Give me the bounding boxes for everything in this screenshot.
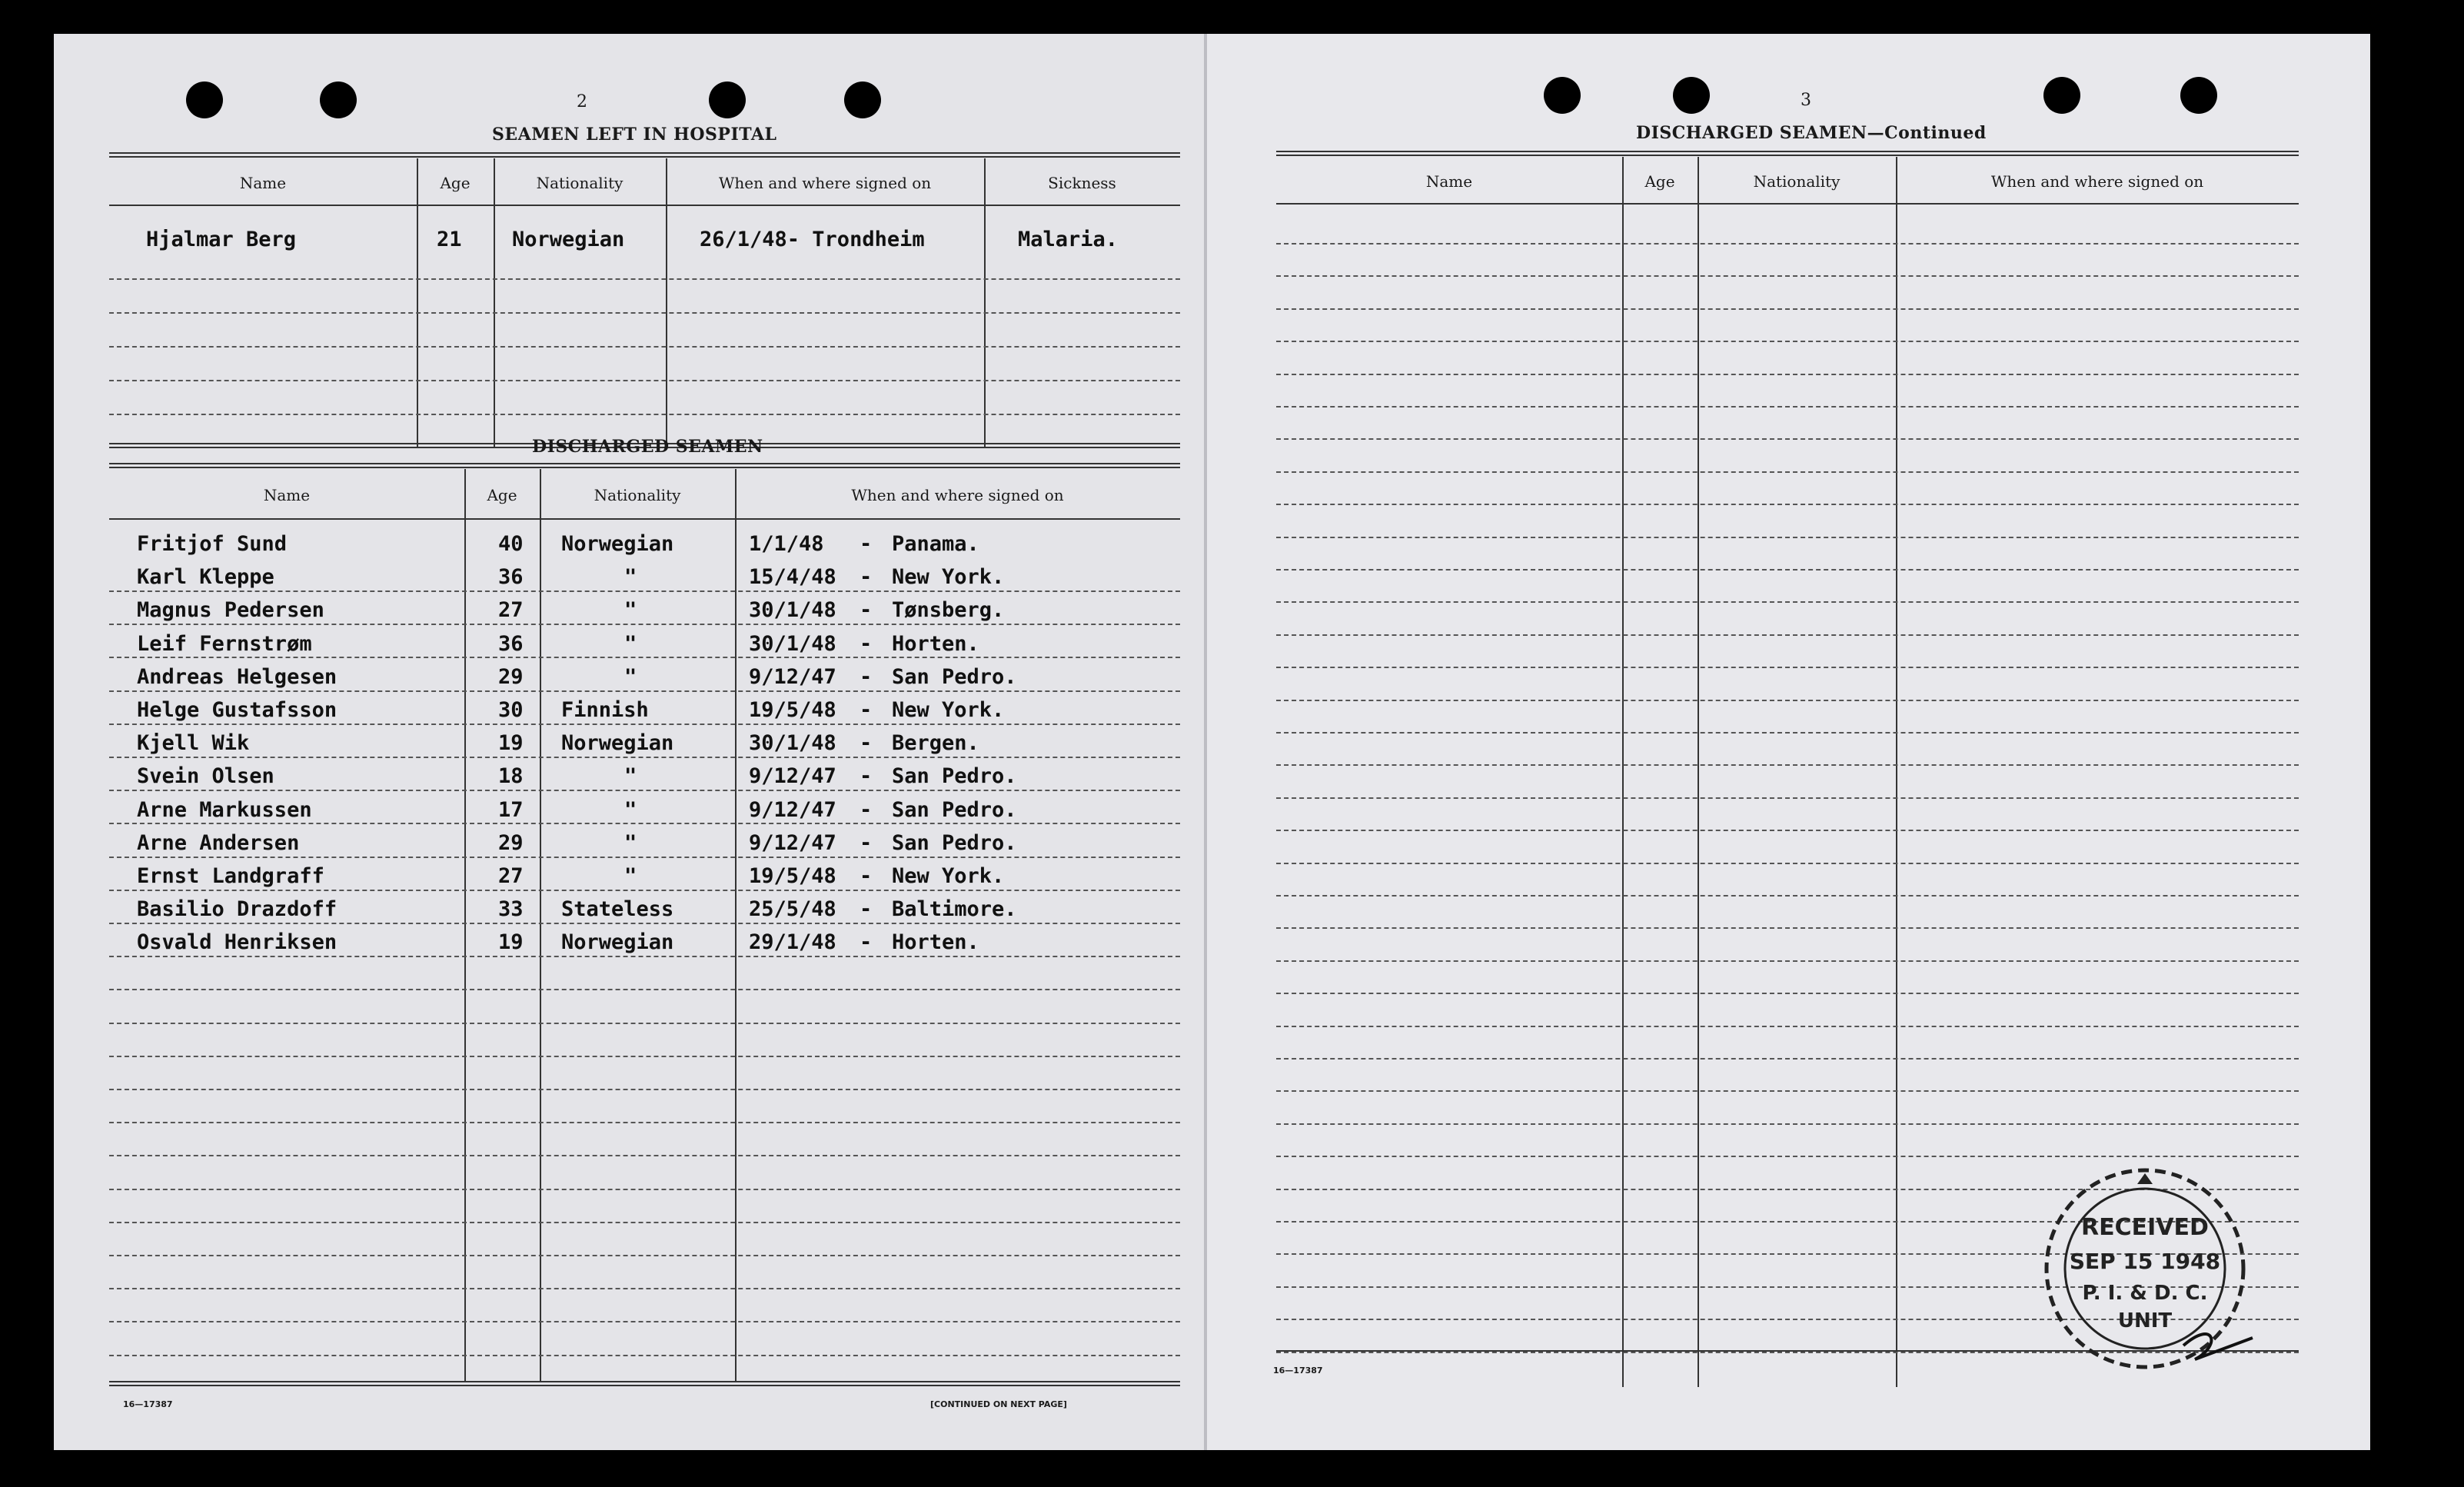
- table-row-hospital-sickness: Malaria.: [1018, 228, 1119, 251]
- continued-header-age: Age: [1644, 172, 1675, 191]
- discharged-name-cell: Osvald Henriksen: [137, 930, 338, 955]
- discharged-age-cell: 40: [498, 532, 524, 556]
- discharged-nationality-cell: ": [624, 664, 637, 689]
- discharged-place-cell: San Pedro.: [892, 764, 1017, 789]
- table-row-hospital-name: Hjalmar Berg: [146, 228, 297, 251]
- discharged-nationality-cell: ": [624, 830, 637, 855]
- continued-header-signed-on: When and where signed on: [1990, 172, 2204, 191]
- discharged-place-cell: New York.: [892, 565, 1005, 590]
- discharged-age-cell: 19: [498, 731, 524, 756]
- punch-hole: [1544, 77, 1581, 114]
- discharged-place-cell: New York.: [892, 698, 1005, 722]
- discharged-date-cell: 1/1/48: [749, 532, 824, 556]
- continued-note: [CONTINUED ON NEXT PAGE]: [930, 1399, 1067, 1409]
- date-place-separator: -: [860, 664, 873, 689]
- form-number: 16—17387: [1273, 1366, 1323, 1376]
- stamp-received-text: RECEIVED: [2081, 1214, 2209, 1241]
- discharged-name-cell: Magnus Pedersen: [137, 598, 324, 623]
- discharged-age-cell: 18: [498, 764, 524, 789]
- date-place-separator: -: [860, 731, 873, 756]
- discharged-place-cell: New York.: [892, 864, 1005, 888]
- date-place-separator: -: [860, 830, 873, 855]
- hospital-header-name: Name: [239, 174, 287, 192]
- continued-section-title: DISCHARGED SEAMEN—Continued: [1636, 123, 1987, 143]
- discharged-section-title: DISCHARGED SEAMEN: [532, 437, 763, 457]
- discharged-date-cell: 30/1/48: [749, 631, 836, 656]
- discharged-nationality-cell: Finnish: [561, 698, 649, 722]
- punch-hole: [320, 82, 357, 118]
- discharged-header-age: Age: [487, 486, 517, 504]
- stamp-date-text: SEP 15 1948: [2069, 1249, 2221, 1274]
- hospital-header-signed-on: When and where signed on: [718, 174, 932, 192]
- discharged-name-cell: Fritjof Sund: [137, 532, 288, 556]
- discharged-date-cell: 30/1/48: [749, 598, 836, 623]
- left-page: [54, 34, 1207, 1450]
- discharged-place-cell: San Pedro.: [892, 797, 1017, 822]
- discharged-age-cell: 29: [498, 830, 524, 855]
- table-row-hospital-signed-on: 26/1/48- Trondheim: [700, 228, 925, 251]
- discharged-date-cell: 29/1/48: [749, 930, 836, 955]
- discharged-header-signed-on: When and where signed on: [851, 486, 1064, 504]
- page-number: 3: [1801, 91, 1811, 110]
- page-number: 2: [577, 92, 587, 111]
- discharged-nationality-cell: Norwegian: [561, 532, 674, 556]
- discharged-nationality-cell: ": [624, 631, 637, 656]
- punch-hole: [2043, 77, 2080, 114]
- discharged-nationality-cell: ": [624, 565, 637, 590]
- discharged-name-cell: Kjell Wik: [137, 731, 250, 756]
- discharged-date-cell: 25/5/48: [749, 897, 836, 922]
- discharged-nationality-cell: Norwegian: [561, 731, 674, 756]
- discharged-nationality-cell: ": [624, 764, 637, 789]
- discharged-name-cell: Ernst Landgraff: [137, 864, 324, 888]
- discharged-date-cell: 9/12/47: [749, 664, 836, 689]
- date-place-separator: -: [860, 565, 873, 590]
- hospital-section-title: SEAMEN LEFT IN HOSPITAL: [492, 125, 777, 145]
- discharged-place-cell: Panama.: [892, 532, 979, 556]
- date-place-separator: -: [860, 864, 873, 888]
- continued-header-nationality: Nationality: [1753, 172, 1841, 191]
- hospital-header-sickness: Sickness: [1048, 174, 1116, 192]
- discharged-age-cell: 36: [498, 631, 524, 656]
- punch-hole: [709, 82, 746, 118]
- discharged-date-cell: 9/12/47: [749, 830, 836, 855]
- discharged-name-cell: Arne Markussen: [137, 797, 312, 822]
- stamp-unit-name-text: P. I. & D. C.: [2082, 1282, 2208, 1305]
- hospital-header-nationality: Nationality: [536, 174, 623, 192]
- discharged-date-cell: 30/1/48: [749, 731, 836, 756]
- date-place-separator: -: [860, 897, 873, 922]
- continued-header-name: Name: [1425, 172, 1473, 191]
- discharged-age-cell: 27: [498, 598, 524, 623]
- discharged-name-cell: Leif Fernstrøm: [137, 631, 312, 656]
- discharged-place-cell: San Pedro.: [892, 830, 1017, 855]
- discharged-date-cell: 19/5/48: [749, 698, 836, 722]
- discharged-name-cell: Helge Gustafsson: [137, 698, 338, 722]
- discharged-nationality-cell: ": [624, 797, 637, 822]
- date-place-separator: -: [860, 598, 873, 623]
- discharged-date-cell: 19/5/48: [749, 864, 836, 888]
- discharged-age-cell: 27: [498, 864, 524, 888]
- discharged-nationality-cell: ": [624, 864, 637, 888]
- discharged-nationality-cell: ": [624, 598, 637, 623]
- discharged-place-cell: Horten.: [892, 631, 979, 656]
- discharged-nationality-cell: Norwegian: [561, 930, 674, 955]
- discharged-place-cell: Baltimore.: [892, 897, 1017, 922]
- discharged-date-cell: 15/4/48: [749, 565, 836, 590]
- hospital-header-age: Age: [440, 174, 471, 192]
- discharged-age-cell: 19: [498, 930, 524, 955]
- discharged-nationality-cell: Stateless: [561, 897, 674, 922]
- date-place-separator: -: [860, 930, 873, 955]
- punch-hole: [1673, 77, 1710, 114]
- punch-hole: [186, 82, 223, 118]
- discharged-place-cell: Bergen.: [892, 731, 979, 756]
- discharged-date-cell: 9/12/47: [749, 797, 836, 822]
- form-number: 16—17387: [123, 1399, 173, 1409]
- discharged-place-cell: Tønsberg.: [892, 598, 1005, 623]
- discharged-age-cell: 30: [498, 698, 524, 722]
- discharged-place-cell: San Pedro.: [892, 664, 1017, 689]
- discharged-age-cell: 33: [498, 897, 524, 922]
- date-place-separator: -: [860, 698, 873, 722]
- discharged-age-cell: 36: [498, 565, 524, 590]
- punch-hole: [2180, 77, 2217, 114]
- discharged-name-cell: Karl Kleppe: [137, 565, 274, 590]
- discharged-header-nationality: Nationality: [594, 486, 681, 504]
- date-place-separator: -: [860, 532, 873, 556]
- discharged-name-cell: Basilio Drazdoff: [137, 897, 338, 922]
- punch-hole: [844, 82, 881, 118]
- discharged-date-cell: 9/12/47: [749, 764, 836, 789]
- discharged-age-cell: 17: [498, 797, 524, 822]
- discharged-name-cell: Arne Andersen: [137, 830, 300, 855]
- date-place-separator: -: [860, 631, 873, 656]
- received-stamp: [2030, 1153, 2260, 1384]
- discharged-header-name: Name: [263, 486, 311, 504]
- discharged-place-cell: Horten.: [892, 930, 979, 955]
- discharged-name-cell: Svein Olsen: [137, 764, 274, 789]
- discharged-name-cell: Andreas Helgesen: [137, 664, 338, 689]
- table-row-hospital-age: 21: [437, 228, 462, 251]
- date-place-separator: -: [860, 797, 873, 822]
- discharged-age-cell: 29: [498, 664, 524, 689]
- stamp-unit-text: UNIT: [2117, 1309, 2173, 1332]
- table-row-hospital-nationality: Norwegian: [512, 228, 625, 251]
- date-place-separator: -: [860, 764, 873, 789]
